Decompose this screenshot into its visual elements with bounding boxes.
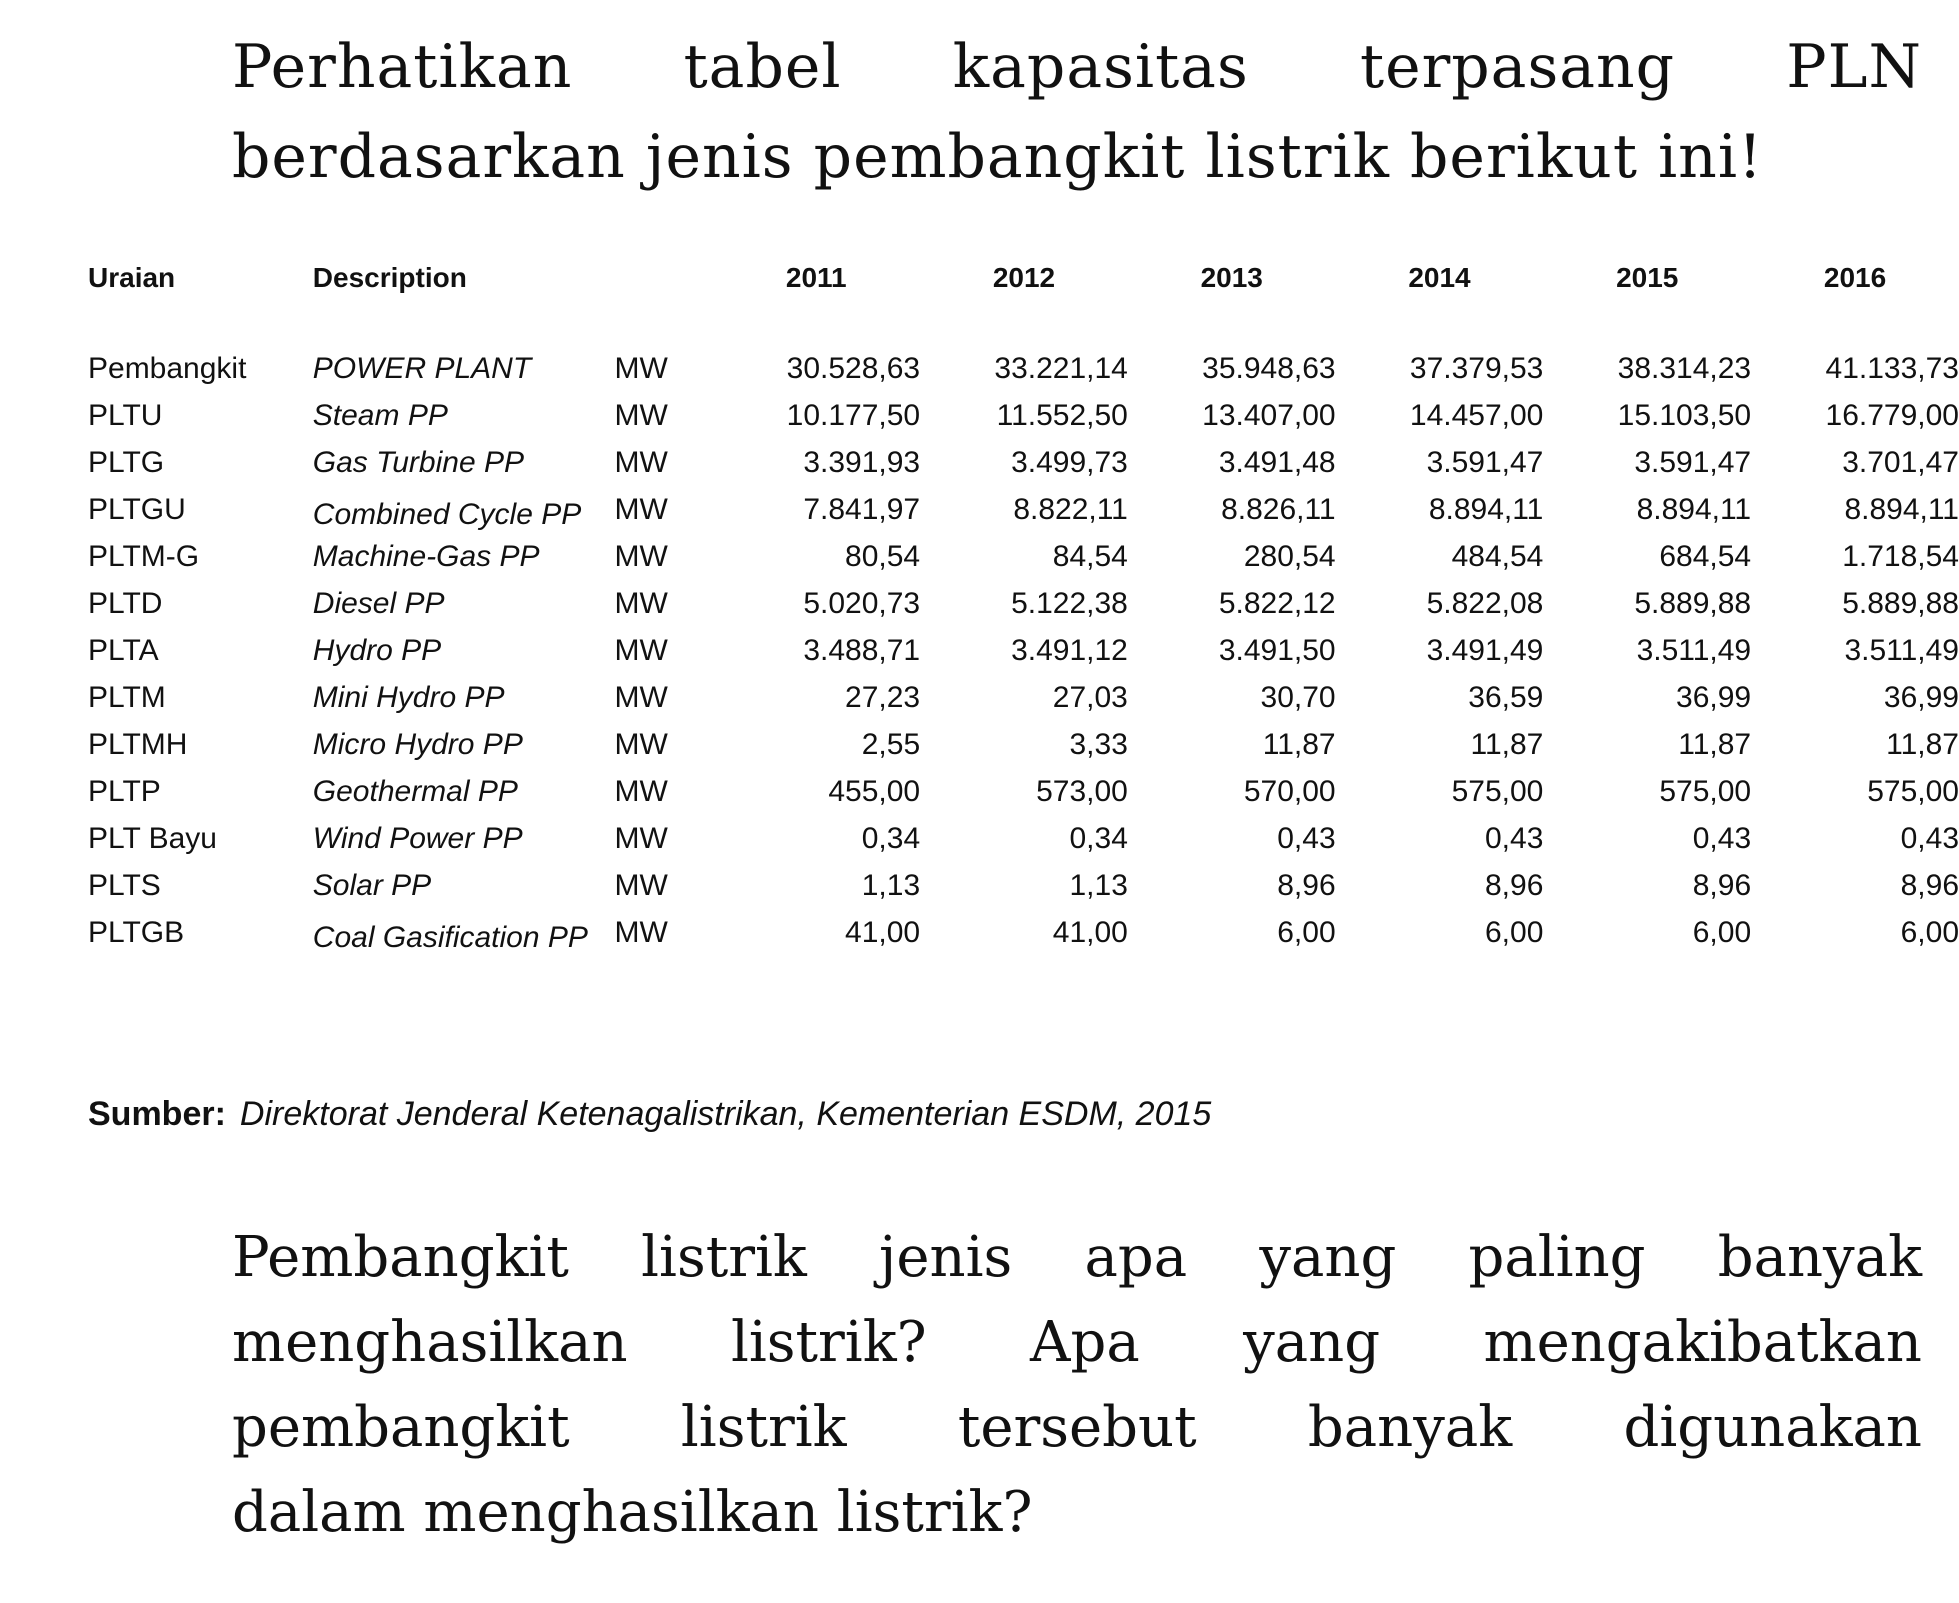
cell-value: 0,34 <box>861 822 921 855</box>
table-row <box>88 775 1959 822</box>
cell-value: 575,00 <box>1867 775 1959 808</box>
table-row <box>88 634 1959 681</box>
cell-value: 35.948,63 <box>1202 352 1336 385</box>
col-header-2012: 2012 <box>992 262 1056 293</box>
table-row <box>88 728 1959 775</box>
cell-description: Steam PP <box>312 399 448 432</box>
cell-value: 5.822,08 <box>1426 587 1544 620</box>
cell-value: 15.103,50 <box>1617 399 1752 432</box>
cell-value: 11,87 <box>1470 728 1544 761</box>
cell-value: 11,87 <box>1678 728 1752 761</box>
col-header-2014: 2014 <box>1408 262 1471 293</box>
cell-unit: MW <box>614 540 668 573</box>
cell-value: 6,00 <box>1277 916 1336 949</box>
instruction-heading <box>232 22 1922 202</box>
cell-value: 3.511,49 <box>1844 634 1959 667</box>
cell-uraian: PLTGB <box>88 916 185 949</box>
cell-uraian: PLTD <box>88 587 163 620</box>
col-header-unit <box>615 262 713 352</box>
cell-value: 484,54 <box>1451 540 1544 573</box>
cell-value: 3.488,71 <box>803 634 921 667</box>
cell-value: 2,55 <box>861 728 921 761</box>
cell-value: 3.591,47 <box>1426 446 1544 479</box>
cell-value: 8,96 <box>1277 869 1336 902</box>
question-line-2: menghasilkan listrik? Apa yang mengakibatkan <box>232 1310 1922 1375</box>
table-row <box>88 540 1959 587</box>
cell-value: 8,96 <box>1692 869 1752 902</box>
cell-description: Mini Hydro PP <box>312 681 505 714</box>
col-header-description: Description <box>312 262 467 293</box>
cell-uraian: PLT Bayu <box>88 822 217 855</box>
cell-unit: MW <box>614 869 668 902</box>
cell-value: 6,00 <box>1900 916 1959 949</box>
question-line-4: dalam menghasilkan listrik? <box>232 1480 1033 1545</box>
table-row <box>88 399 1959 446</box>
cell-value: 0,43 <box>1692 822 1752 855</box>
cell-unit: MW <box>614 681 668 714</box>
cell-value: 3.491,48 <box>1218 446 1336 479</box>
cell-value: 27,23 <box>845 681 921 714</box>
cell-value: 36,99 <box>1676 681 1752 714</box>
col-header-2011: 2011 <box>785 262 847 293</box>
cell-description: Solar PP <box>312 869 432 902</box>
cell-value: 0,43 <box>1484 822 1544 855</box>
cell-description: POWER PLANT <box>312 352 532 385</box>
cell-value: 1,13 <box>1069 869 1128 902</box>
cell-value: 3.491,50 <box>1218 634 1336 667</box>
cell-description: Hydro PP <box>312 634 442 667</box>
cell-value: 575,00 <box>1451 775 1544 808</box>
cell-value: 11.552,50 <box>996 399 1128 432</box>
cell-description: Coal Gasification PP <box>312 921 588 954</box>
cell-value: 5.889,88 <box>1634 587 1752 620</box>
cell-unit: MW <box>614 493 668 526</box>
cell-value: 3.701,47 <box>1842 446 1959 479</box>
cell-value: 6,00 <box>1484 916 1544 949</box>
cell-unit: MW <box>614 352 668 385</box>
cell-value: 573,00 <box>1036 775 1128 808</box>
col-header-2015: 2015 <box>1616 262 1679 293</box>
cell-value: 11,87 <box>1262 728 1336 761</box>
cell-value: 8.894,11 <box>1636 493 1752 526</box>
cell-value: 3.591,47 <box>1634 446 1752 479</box>
table-row <box>88 869 1959 916</box>
col-header-2013: 2013 <box>1200 262 1263 293</box>
cell-value: 10.177,50 <box>786 399 921 432</box>
question-line-3: pembangkit listrik tersebut banyak digunakan <box>232 1395 1922 1460</box>
table-row <box>88 916 1959 963</box>
table-row <box>88 493 1959 540</box>
capacity-table <box>88 262 1959 963</box>
cell-value: 8.822,11 <box>1013 493 1128 526</box>
cell-unit: MW <box>614 587 668 620</box>
table-row <box>88 352 1959 399</box>
cell-value: 41.133,73 <box>1825 352 1959 385</box>
cell-value: 13.407,00 <box>1202 399 1336 432</box>
cell-value: 570,00 <box>1243 775 1336 808</box>
table-row <box>88 681 1959 728</box>
table-row <box>88 587 1959 634</box>
cell-value: 1,13 <box>861 869 921 902</box>
heading-line-1: Perhatikan tabel kapasitas terpasang PLN <box>232 32 1922 102</box>
cell-value: 80,54 <box>845 540 921 573</box>
cell-value: 0,43 <box>1900 822 1959 855</box>
cell-value: 36,59 <box>1468 681 1544 714</box>
cell-value: 30,70 <box>1260 681 1336 714</box>
cell-description: Wind Power PP <box>312 822 523 855</box>
cell-description: Combined Cycle PP <box>312 498 582 531</box>
cell-uraian: Pembangkit <box>88 352 247 385</box>
cell-value: 27,03 <box>1052 681 1128 714</box>
cell-uraian: PLTG <box>88 446 165 479</box>
cell-value: 11,87 <box>1886 728 1959 761</box>
col-header-2016: 2016 <box>1823 262 1887 293</box>
cell-uraian: PLTP <box>88 775 161 808</box>
cell-value: 8.826,11 <box>1221 493 1336 526</box>
cell-unit: MW <box>614 446 668 479</box>
source-text: Direktorat Jenderal Ketenagalistrikan, Kementerian ESDM, 2015 <box>239 1095 1212 1133</box>
cell-unit: MW <box>614 399 668 432</box>
cell-unit: MW <box>614 728 668 761</box>
cell-unit: MW <box>614 822 668 855</box>
source-citation <box>88 1095 1211 1134</box>
cell-uraian: PLTGU <box>88 493 186 526</box>
cell-value: 5.020,73 <box>803 587 921 620</box>
cell-unit: MW <box>614 634 668 667</box>
cell-description: Gas Turbine PP <box>312 446 524 479</box>
cell-value: 3,33 <box>1069 728 1128 761</box>
cell-value: 7.841,97 <box>803 493 921 526</box>
cell-description: Geothermal PP <box>312 775 518 808</box>
cell-value: 455,00 <box>828 775 921 808</box>
cell-value: 3.491,49 <box>1426 634 1544 667</box>
cell-value: 684,54 <box>1659 540 1752 573</box>
cell-value: 36,99 <box>1883 681 1959 714</box>
cell-value: 33.221,14 <box>994 352 1128 385</box>
cell-value: 8,96 <box>1900 869 1959 902</box>
cell-description: Micro Hydro PP <box>312 728 523 761</box>
cell-value: 6,00 <box>1692 916 1752 949</box>
cell-value: 3.491,12 <box>1011 634 1128 667</box>
cell-uraian: PLTM-G <box>88 540 200 573</box>
cell-value: 41,00 <box>1052 916 1128 949</box>
cell-value: 5.889,88 <box>1842 587 1959 620</box>
cell-value: 16.779,00 <box>1825 399 1959 432</box>
cell-value: 8.894,11 <box>1844 493 1959 526</box>
cell-uraian: PLTM <box>88 681 166 714</box>
table-header-row <box>88 262 1959 352</box>
cell-value: 0,43 <box>1277 822 1336 855</box>
cell-unit: MW <box>614 916 668 949</box>
cell-value: 8,96 <box>1484 869 1544 902</box>
cell-unit: MW <box>614 775 668 808</box>
table-row <box>88 822 1959 869</box>
cell-value: 0,34 <box>1069 822 1128 855</box>
cell-value: 575,00 <box>1659 775 1752 808</box>
question-text <box>232 1215 1922 1555</box>
cell-value: 37.379,53 <box>1409 352 1544 385</box>
cell-value: 41,00 <box>845 916 921 949</box>
cell-value: 1.718,54 <box>1842 540 1959 573</box>
cell-description: Machine-Gas PP <box>312 540 540 573</box>
cell-value: 5.822,12 <box>1218 587 1336 620</box>
source-label: Sumber: <box>88 1095 226 1133</box>
cell-value: 3.499,73 <box>1011 446 1128 479</box>
cell-uraian: PLTS <box>88 869 161 902</box>
cell-value: 30.528,63 <box>786 352 921 385</box>
cell-value: 5.122,38 <box>1011 587 1128 620</box>
cell-value: 38.314,23 <box>1617 352 1752 385</box>
cell-value: 14.457,00 <box>1409 399 1544 432</box>
cell-value: 84,54 <box>1052 540 1128 573</box>
cell-description: Diesel PP <box>312 587 445 620</box>
cell-value: 3.511,49 <box>1636 634 1752 667</box>
col-header-uraian: Uraian <box>88 262 176 293</box>
cell-value: 3.391,93 <box>803 446 921 479</box>
cell-value: 280,54 <box>1243 540 1336 573</box>
heading-line-2: berdasarkan jenis pembangkit listrik berikut ini! <box>232 122 1764 192</box>
cell-value: 8.894,11 <box>1428 493 1544 526</box>
table-row <box>88 446 1959 493</box>
cell-uraian: PLTU <box>88 399 163 432</box>
question-line-1: Pembangkit listrik jenis apa yang paling banyak <box>232 1225 1922 1290</box>
cell-uraian: PLTA <box>88 634 159 667</box>
cell-uraian: PLTMH <box>88 728 188 761</box>
